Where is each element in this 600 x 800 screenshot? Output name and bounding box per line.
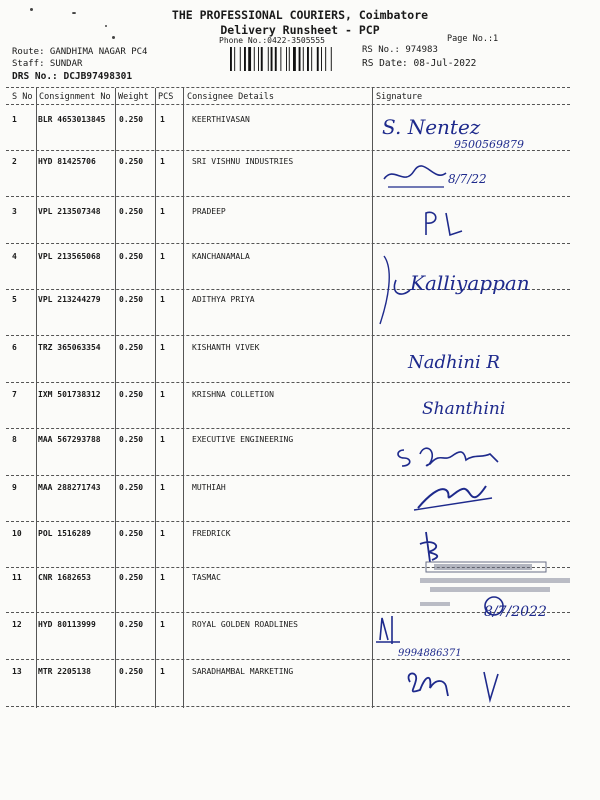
row-sno: 4 (12, 252, 17, 261)
col-header-weight: Weight (118, 92, 149, 102)
scan-speck (105, 25, 107, 27)
row-consignee: KISHANTH VIVEK (192, 343, 260, 352)
row-sno: 6 (12, 343, 17, 352)
delivery-stamp (420, 560, 580, 630)
col-header-consignment: Consignment No (39, 92, 111, 102)
row-consignee: FREDRICK (192, 529, 231, 538)
row-pcs: 1 (160, 295, 165, 304)
row-consignment: BLR 4653013845 (38, 115, 106, 124)
row-consignee: MUTHIAH (192, 483, 226, 492)
row-weight: 0.250 (119, 390, 144, 399)
row-consignment: HYD 80113999 (38, 620, 96, 629)
row-consignee: ADITHYA PRIYA (192, 295, 255, 304)
row-sno: 9 (12, 483, 17, 492)
signature-row-6 (374, 338, 574, 382)
signature-row-9 (374, 476, 574, 516)
phone-number: Phone No.:0422-3505555 (219, 36, 325, 45)
row-weight: 0.250 (119, 483, 144, 492)
row-separator (6, 521, 570, 522)
row-weight: 0.250 (119, 295, 144, 304)
document-subtitle: Delivery Runsheet - PCP (220, 23, 380, 37)
table-top-rule (6, 87, 570, 88)
row-weight: 0.250 (119, 252, 144, 261)
row-consignee: ROYAL GOLDEN ROADLINES (192, 620, 298, 629)
scan-speck (72, 12, 76, 14)
row-sno: 12 (12, 620, 22, 629)
rs-number: RS No.: 974983 (362, 45, 438, 55)
route-label: Route: GANDHIMA NAGAR PC4 (12, 47, 148, 57)
signature-text-7: Shanthini (422, 399, 506, 419)
document-title: THE PROFESSIONAL COURIERS, Coimbatore (171, 8, 429, 22)
col-header-pcs: PCS (158, 92, 174, 102)
row-consignment: IXM 501738312 (38, 390, 101, 399)
signature-text-6: Nadhini R (408, 352, 500, 373)
row-sno: 11 (12, 573, 22, 582)
phone-handwritten-1: 9500569879 (454, 138, 524, 151)
row-consignee: KEERTHIVASAN (192, 115, 250, 124)
column-rule (115, 88, 116, 708)
row-consignment: MAA 288271743 (38, 483, 101, 492)
row-pcs: 1 (160, 529, 165, 538)
row-pcs: 1 (160, 390, 165, 399)
column-rule (372, 88, 373, 708)
signature-row-7 (374, 390, 574, 430)
row-separator (6, 382, 570, 383)
row-sno: 10 (12, 529, 22, 538)
signature-date-2: 8/7/22 (448, 172, 487, 186)
page-number: Page No.:1 (447, 34, 499, 44)
row-consignee: KANCHANAMALA (192, 252, 250, 261)
column-rule (36, 88, 37, 708)
row-consignment: MAA 567293788 (38, 435, 101, 444)
row-consignment: VPL 213565068 (38, 252, 101, 261)
stamp-date: 8/7/2022 (484, 604, 547, 620)
scan-speck (30, 8, 33, 11)
row-weight: 0.250 (119, 157, 144, 166)
row-weight: 0.250 (119, 529, 144, 538)
row-pcs: 1 (160, 483, 165, 492)
row-pcs: 1 (160, 115, 165, 124)
row-consignment: CNR 1682653 (38, 573, 91, 582)
row-weight: 0.250 (119, 115, 144, 124)
row-pcs: 1 (160, 573, 165, 582)
row-consignee: PRADEEP (192, 207, 226, 216)
row-consignee: KRISHNA COLLETION (192, 390, 274, 399)
row-consignee: SARADHAMBAL MARKETING (192, 667, 294, 676)
row-weight: 0.250 (119, 667, 144, 676)
row-pcs: 1 (160, 667, 165, 676)
row-pcs: 1 (160, 343, 165, 352)
row-sno: 1 (12, 115, 17, 124)
rs-date: RS Date: 08-Jul-2022 (362, 58, 477, 69)
row-consignment: TRZ 365063354 (38, 343, 101, 352)
signature-text-4: Kalliyappan (410, 271, 530, 295)
drs-number: DRS No.: DCJB97498301 (12, 71, 133, 82)
row-sno: 3 (12, 207, 17, 216)
row-sno: 2 (12, 157, 17, 166)
row-sno: 5 (12, 295, 17, 304)
header-bottom-rule (6, 104, 570, 105)
row-weight: 0.250 (119, 207, 144, 216)
row-pcs: 1 (160, 620, 165, 629)
col-header-consignee: Consignee Details (187, 92, 274, 102)
row-pcs: 1 (160, 157, 165, 166)
row-consignment: MTR 2205138 (38, 667, 91, 676)
signature-text-1: S. Nentez (382, 115, 481, 139)
row-consignee: EXECUTIVE ENGINEERING (192, 435, 294, 444)
column-rule (155, 88, 156, 708)
row-weight: 0.250 (119, 343, 144, 352)
signature-row-4 (374, 250, 584, 330)
col-header-signature: Signature (376, 92, 423, 102)
phone-handwritten-12: 9994886371 (398, 648, 462, 659)
signature-row-2 (374, 157, 574, 197)
signature-row-1 (374, 108, 574, 152)
row-weight: 0.250 (119, 620, 144, 629)
scan-speck (112, 36, 115, 39)
signature-row-13 (374, 664, 574, 708)
row-separator (6, 335, 570, 336)
row-pcs: 1 (160, 207, 165, 216)
row-consignment: VPL 213244279 (38, 295, 101, 304)
row-consignee: SRI VISHNU INDUSTRIES (192, 157, 294, 166)
row-weight: 0.250 (119, 573, 144, 582)
row-sno: 8 (12, 435, 17, 444)
staff-label: Staff: SUNDAR (12, 59, 83, 69)
row-sno: 13 (12, 667, 22, 676)
signature-row-8 (374, 436, 574, 476)
row-sno: 7 (12, 390, 17, 399)
row-consignment: POL 1516289 (38, 529, 91, 538)
column-rule (183, 88, 184, 708)
row-consignee: TASMAC (192, 573, 221, 582)
row-consignment: HYD 81425706 (38, 157, 96, 166)
row-pcs: 1 (160, 435, 165, 444)
col-header-sno: S No (12, 92, 33, 102)
row-weight: 0.250 (119, 435, 144, 444)
barcode (230, 47, 350, 71)
row-pcs: 1 (160, 252, 165, 261)
row-consignment: VPL 213507348 (38, 207, 101, 216)
signature-row-3 (374, 205, 574, 245)
